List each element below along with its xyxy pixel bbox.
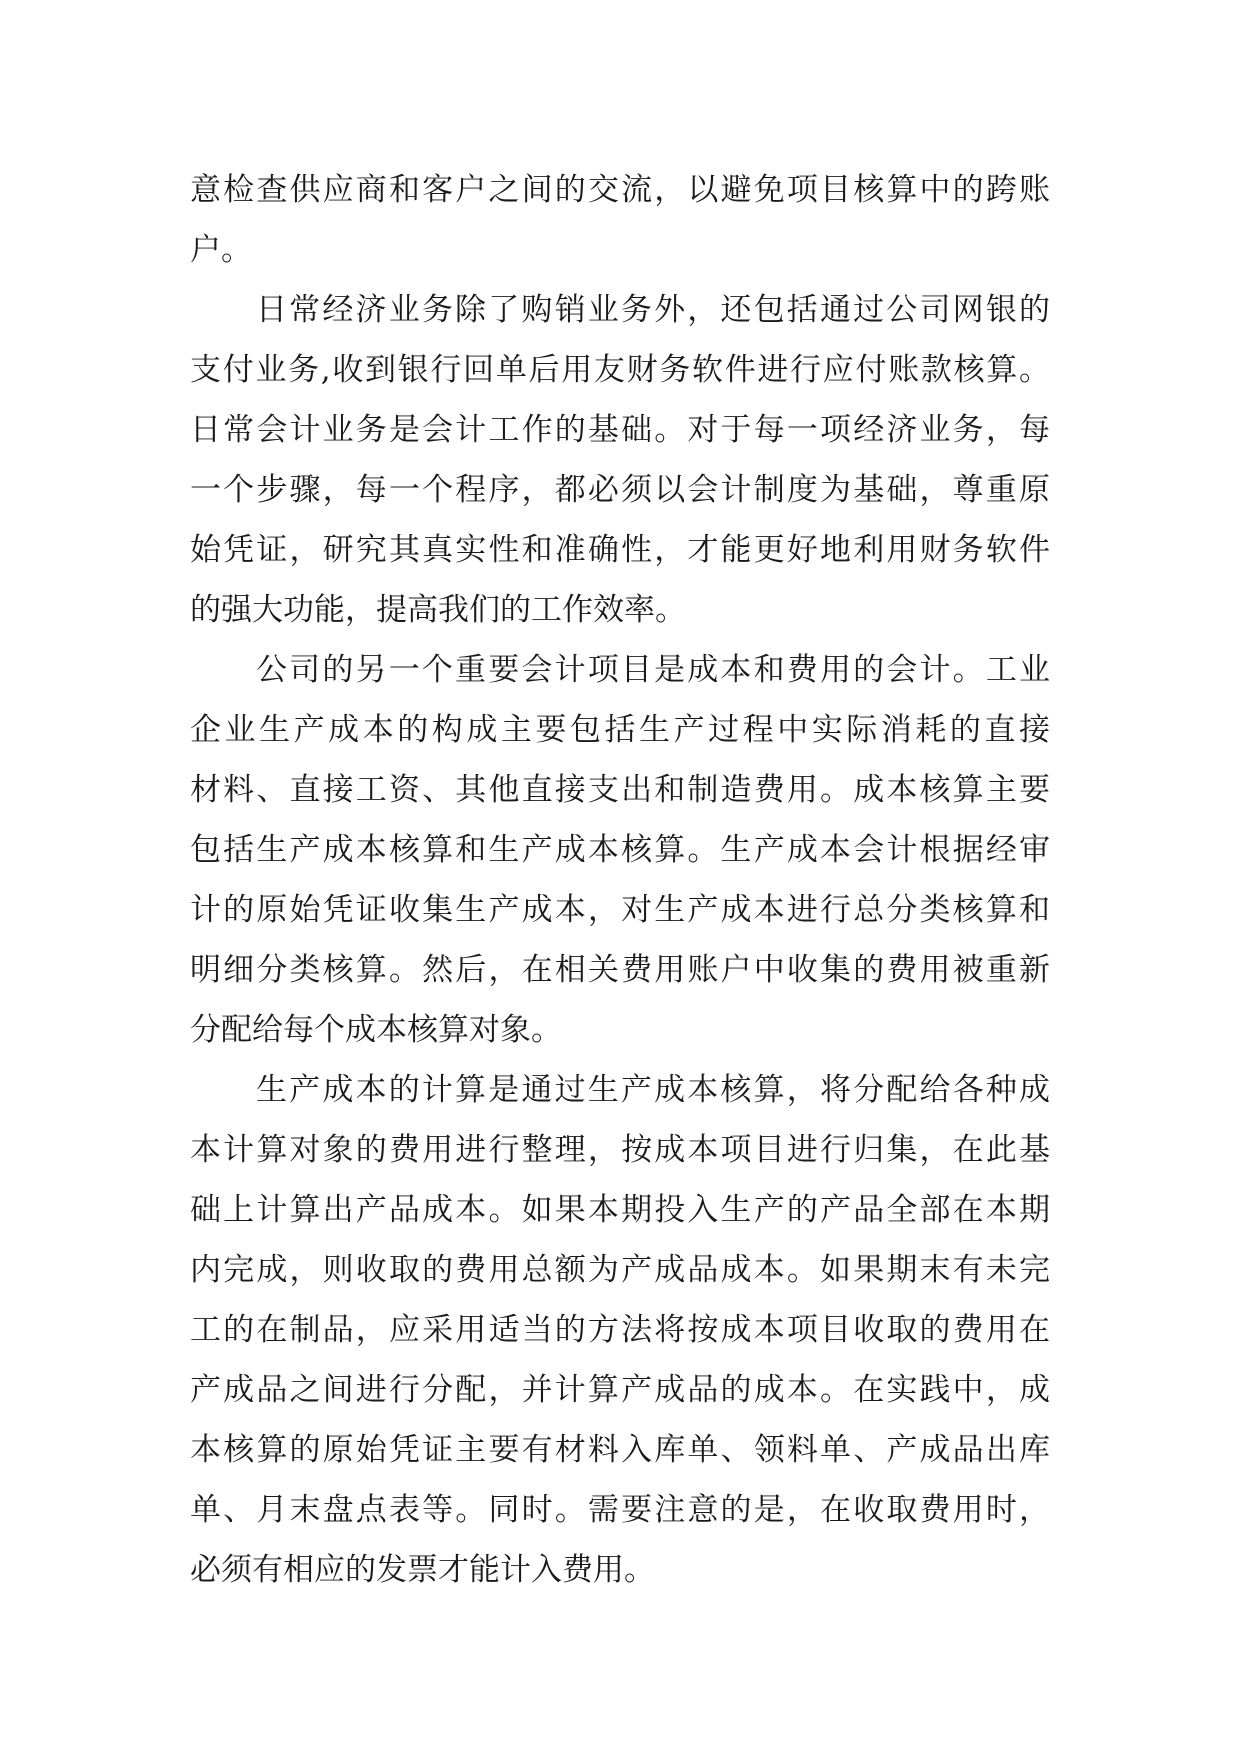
text-line: 的强大功能，提高我们的工作效率。	[190, 592, 686, 628]
text-line: 公司的另一个重要会计项目是成本和费用的会计。工业	[256, 652, 1050, 688]
text-line: 支付业务,收到银行回单后用友财务软件进行应付账款核算。	[190, 352, 1050, 388]
text-line: 单、月末盘点表等。同时。需要注意的是，在收取费用时，	[190, 1492, 1050, 1528]
text-line: 工的在制品，应采用适当的方法将按成本项目收取的费用在	[190, 1312, 1050, 1348]
text-line: 本核算的原始凭证主要有材料入库单、领料单、产成品出库	[190, 1432, 1050, 1468]
paragraph	[190, 640, 1050, 1060]
text-line: 日常会计业务是会计工作的基础。对于每一项经济业务，每	[190, 412, 1050, 448]
paragraph	[190, 1060, 1050, 1600]
text-line: 产成品之间进行分配，并计算产成品的成本。在实践中，成	[190, 1372, 1050, 1408]
text-line: 明细分类核算。然后，在相关费用账户中收集的费用被重新	[190, 952, 1050, 988]
paragraph	[190, 160, 1050, 280]
text-line: 始凭证，研究其真实性和准确性，才能更好地利用财务软件	[190, 532, 1050, 568]
text-line: 础上计算出产品成本。如果本期投入生产的产品全部在本期	[190, 1192, 1050, 1228]
text-line: 计的原始凭证收集生产成本，对生产成本进行总分类核算和	[190, 892, 1050, 928]
text-line: 材料、直接工资、其他直接支出和制造费用。成本核算主要	[190, 772, 1050, 808]
document-body	[190, 160, 1050, 1600]
text-line: 企业生产成本的构成主要包括生产过程中实际消耗的直接	[190, 712, 1050, 748]
text-line: 日常经济业务除了购销业务外，还包括通过公司网银的	[256, 292, 1050, 328]
text-line: 意检查供应商和客户之间的交流，以避免项目核算中的跨账	[190, 172, 1050, 208]
text-line: 本计算对象的费用进行整理，按成本项目进行归集，在此基	[190, 1132, 1050, 1168]
paragraph	[190, 280, 1050, 640]
text-line: 户。	[190, 232, 252, 268]
text-line: 分配给每个成本核算对象。	[190, 1012, 562, 1048]
text-line: 一个步骤，每一个程序，都必须以会计制度为基础，尊重原	[190, 472, 1050, 508]
text-line: 包括生产成本核算和生产成本核算。生产成本会计根据经审	[190, 832, 1050, 868]
text-line: 生产成本的计算是通过生产成本核算，将分配给各种成	[256, 1072, 1050, 1108]
text-line: 必须有相应的发票才能计入费用。	[190, 1552, 655, 1588]
text-line: 内完成，则收取的费用总额为产成品成本。如果期末有未完	[190, 1252, 1050, 1288]
